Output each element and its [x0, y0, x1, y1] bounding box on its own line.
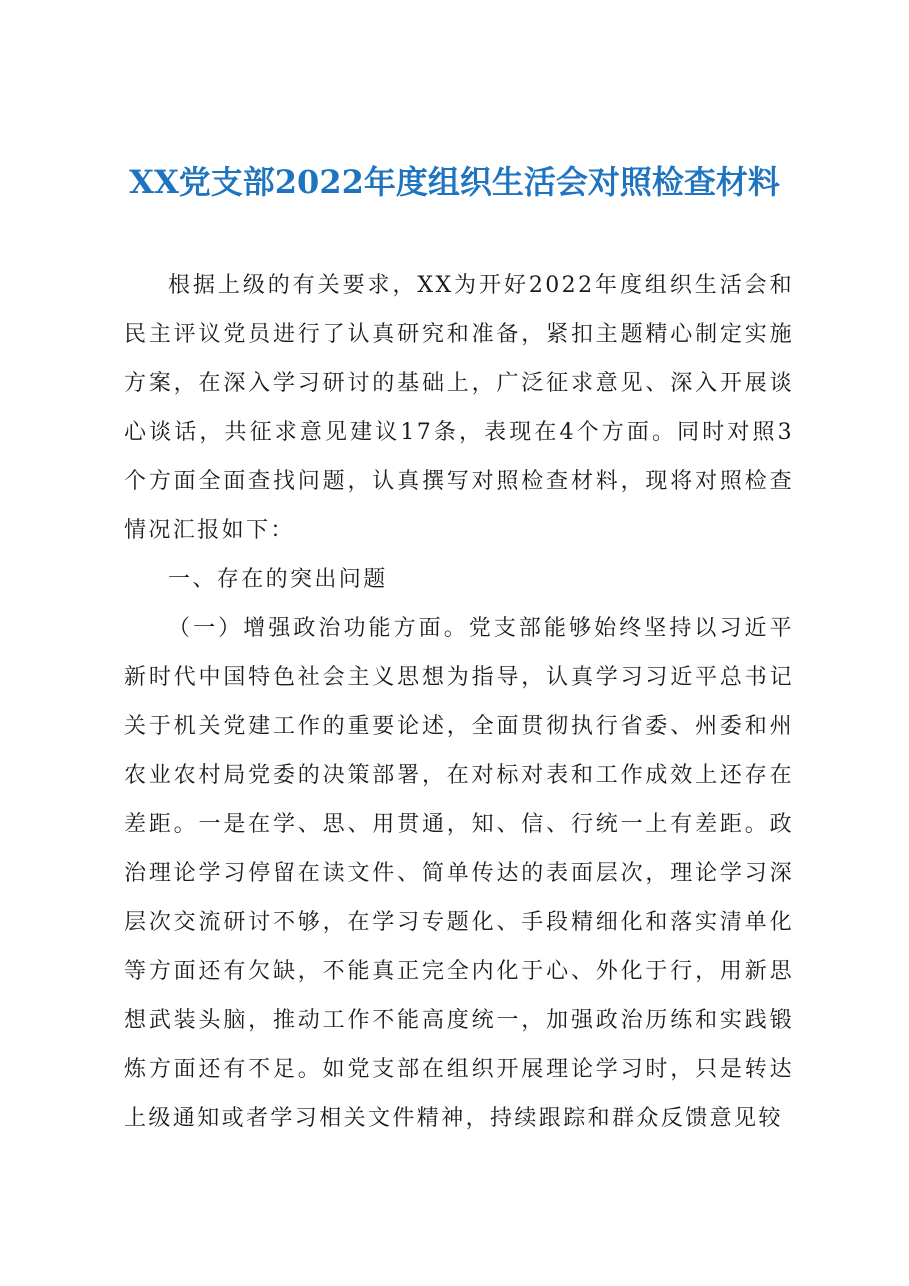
intro-paragraph: 根据上级的有关要求，XX为开好2022年度组织生活会和民主评议党员进行了认真研究和准备，紧扣主题精心制定实施方案，在深入学习研讨的基础上，广泛征求意见、深入开展谈心谈话，共征求意见建议17条，表现在4个方面。同时对照3个方面全面查找问题，认真撰写对照检查材料，现将对照检查情况汇报如下：: [124, 273, 794, 543]
document-body: [124, 261, 794, 1143]
document-title: XX党支部2022年度组织生活会对照检查材料: [129, 163, 780, 201]
subsection-paragraph: （一）增强政治功能方面。党支部能够始终坚持以习近平新时代中国特色社会主义思想为指导，认真学习习近平总书记关于机关党建工作的重要论述，全面贯彻执行省委、州委和州农业农村局党委的决策部署，在对标对表和工作成效上还存在差距。一是在学、思、用贯通，知、信、行统一上有差距。政治理论学习停留在读文件、简单传达的表面层次，理论学习深层次交流研讨不够，在学习专题化、手段精细化和落实清单化等方面还有欠缺，不能真正完全内化于心、外化于行，用新思想武装头脑，推动工作不能高度统一，加强政治历练和实践锻炼方面还有不足。如党支部在组织开展理论学习时，只是转达上级通知或者学习相关文件精神，持续跟踪和群众反馈意见较: [124, 616, 794, 1131]
section-heading: 一、存在的突出问题: [168, 567, 388, 592]
